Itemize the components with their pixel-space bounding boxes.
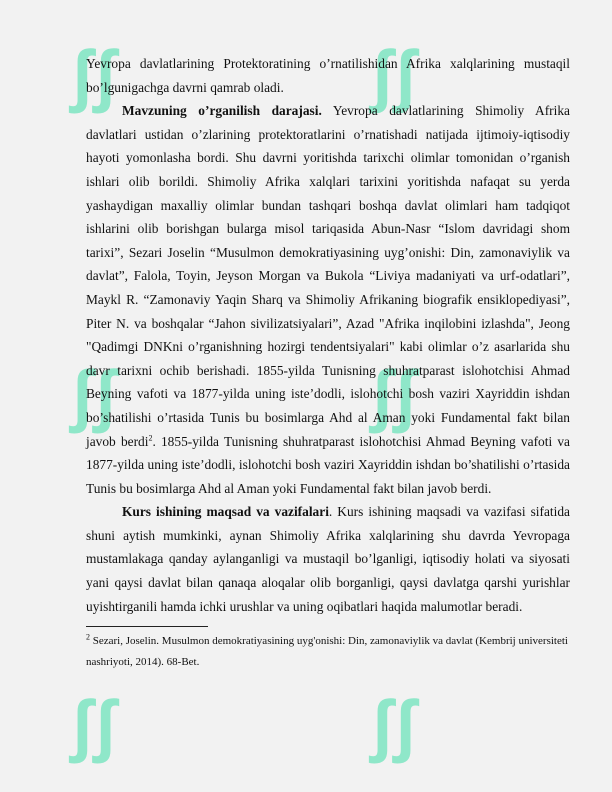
watermark-soft-bottom-left xyxy=(70,686,117,764)
footnote-text: Sezari, Joselin. Musulmon demokratiyasining uyg'onishi: Din, zamonaviylik va davlat (Kembrij universiteti nashriyoti, 2014). 68-Bet. xyxy=(86,635,568,669)
soft-logo-icon: ʃʃ xyxy=(370,36,417,114)
study-level-tail: . 1855-yilda Tunisning shuhratparast islohotchisi Ahmad Beyning vafoti va 1877-yilda uning iste’dodli, islohotchi bosh vaziri Xayriddin ishdan bo’shatilishi o’rtasida Tunis bu bosimlarga Ahd al Aman yoki Fundamental fakt bilan javob berdi. xyxy=(86,433,570,496)
watermark-soft-bottom-right xyxy=(370,686,417,764)
footnote xyxy=(86,631,570,673)
paragraph-goals xyxy=(86,500,570,618)
footnote-mark: 2 xyxy=(86,632,90,642)
paragraph-intro: Yevropa davlatlarining Protektoratining o’rnatilishidan Afrika xalqlarining mustaqil bo’lgunigachga davrni qamrab oladi. xyxy=(86,56,570,95)
soft-logo-icon: ʃʃ xyxy=(70,356,117,434)
goals-text: . Kurs ishining maqsadi va vazifasi sifatida shuni aytish mumkinki, aynan Shimoliy Afrika xalqlarining shu davrda Yevropaga mustamlakaga qanday aylanganligi va mustaqil bo’lganligi, iqtisodiy holati va siyosati yani qaysi davlat bilan qanaqa aloqalar olib borganligi, qaysi davlatga qarshi yurishlar uyishtirganili hamda ichki urushlar va uning oqibatlari haqida malumotlar beradi. xyxy=(86,504,571,614)
heading-study-level: Mavzuning o’rganilish darajasi. xyxy=(122,103,322,119)
heading-goals: Kurs ishining maqsad va vazifalari xyxy=(122,504,329,520)
soft-logo-icon: ʃʃ xyxy=(70,686,117,764)
study-level-text: Yevropa davlatlarining Shimoliy Afrika davlatlari ustidan o’zlarining protektoratlarini o’rnatishadi natijada ijtimoiy-iqtisodiy hayoti yomonlasha bordi. Shu davrni yoritishda tarixchi olimlar tomonidan o’rganish ishlari olib borildi. Shimoliy Afrika xalqlari tarixini yoritishda nafaqat su yerda yashaydigan maxalliy olimlar bundan tashqari boshqa davlat olimlari ham tadqiqot ishlarini olib borishgan bularga misol tariqasida Abun-Nasr “Islom davridagi shom tarixi”, Sezari Joselin “Musulmon demokratiyasining uyg’onishi: Din, zamonaviylik va davlat”, Falola, Toyin, Jeyson Morgan va Bukola “Liviya madaniyati va urf-odatlari”, Maykl R. “Zamonaviy Yaqin Sharq va Shimoliy Afrikaning biografik ensiklopediyasi”, Piter N. va boshqalar “Jahon sivilizatsiyalari”, Azad "Afrika inqilobini izlashda", Jeong "Qadimgi DNKni o’rganishning hozirgi tendentsiyalari" kabi olimlar o’z asarlarida shu davr tarixni ochib berishadi. 1855-yilda Tunisning shuhratparast islohotchisi Ahmad Beyning vafoti va 1877-yilda uning iste’dodli, islohotchi bosh vaziri Xayriddin ishdan bo’shatilishi o’rtasida Tunis bu bosimlarga Ahd al Aman yoki Fundamental fakt bilan javob berdi xyxy=(86,103,570,449)
paragraph-study-level xyxy=(86,99,570,500)
soft-logo-icon: ʃʃ xyxy=(370,686,417,764)
footnote-ref[interactable]: 2 xyxy=(148,433,153,443)
document-body xyxy=(86,52,570,673)
soft-logo-icon: ʃʃ xyxy=(370,356,417,434)
soft-logo-icon: ʃʃ xyxy=(70,36,117,114)
footnote-divider xyxy=(86,626,208,627)
